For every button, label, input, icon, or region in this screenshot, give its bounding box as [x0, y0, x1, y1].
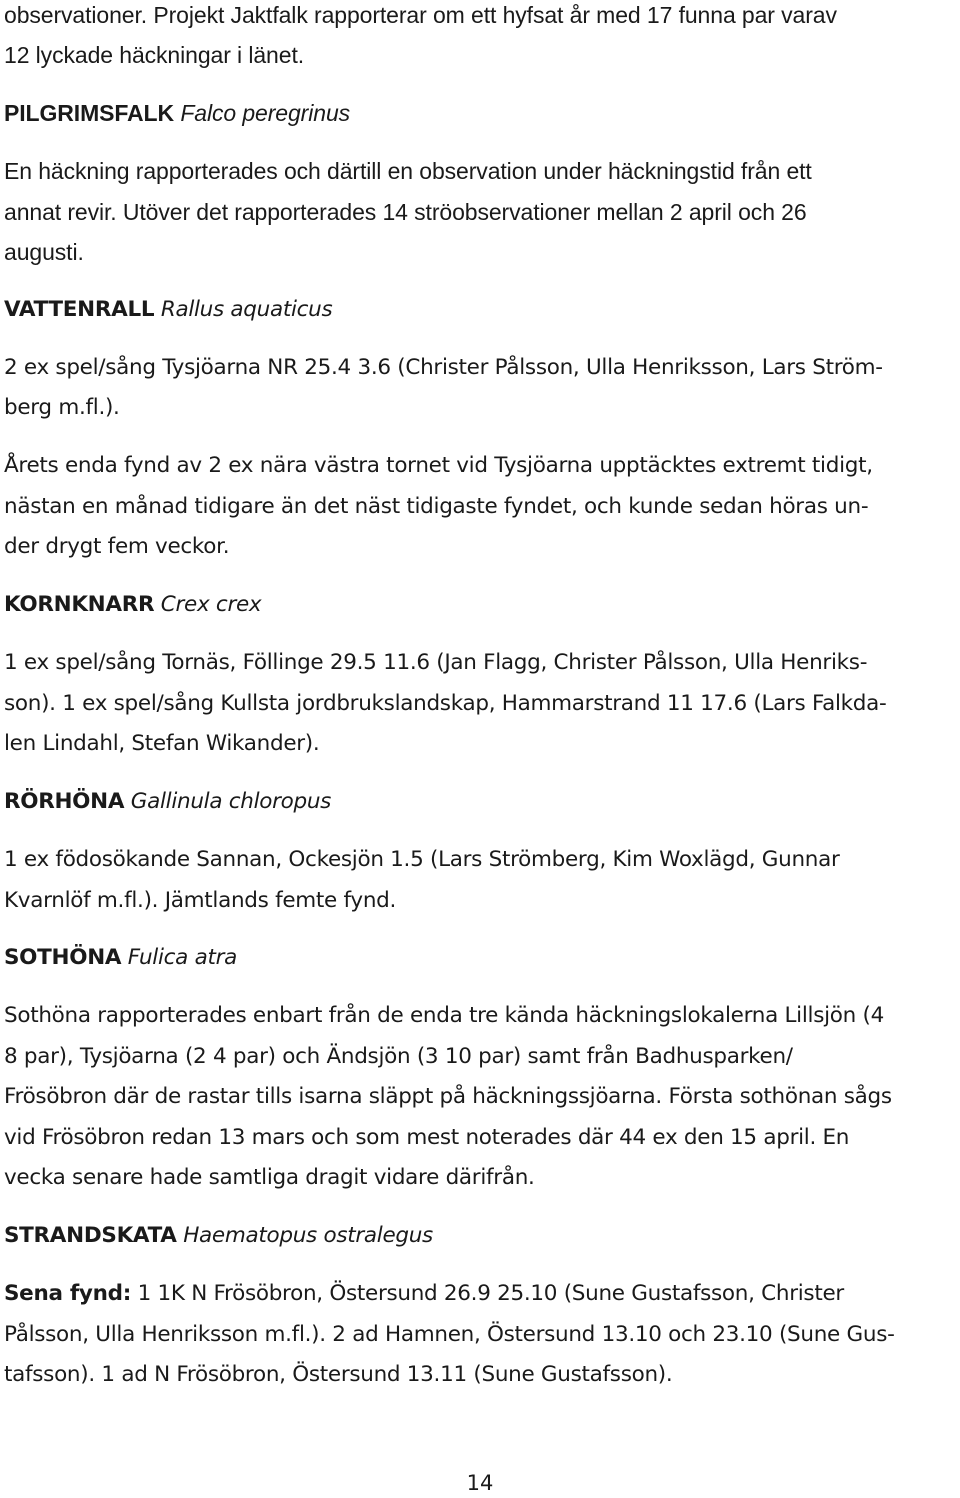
text-line: son). 1 ex spel/sång Kullsta jordbrukslandskap, Hammarstrand 11 17.6 (Lars Falkda-: [4, 691, 887, 716]
text-line: Årets enda fynd av 2 ex nära västra tornet vid Tysjöarna upptäcktes extremt tidigt,: [4, 453, 873, 478]
species-name: KORNKNARR: [4, 592, 155, 617]
species-name: STRANDSKATA: [4, 1223, 177, 1248]
text-line: 1 ex födosökande Sannan, Ockesjön 1.5 (Lars Strömberg, Kim Woxlägd, Gunnar: [4, 847, 840, 872]
text-line: vecka senare hade samtliga dragit vidare därifrån.: [4, 1165, 535, 1190]
species-heading-sothona: [4, 943, 237, 973]
text-line: vid Frösöbron redan 13 mars och som mest noterades där 44 ex den 15 april. En: [4, 1125, 850, 1150]
species-latin: Rallus aquaticus: [160, 297, 333, 322]
species-heading-kornknarr: [4, 590, 261, 620]
species-heading-pilgrimsfalk: [4, 98, 350, 128]
text-line: 12 lyckade häckningar i länet.: [4, 42, 305, 68]
species-latin: Crex crex: [160, 592, 262, 617]
species-heading-vattenrall: [4, 295, 332, 325]
text-line: En häckning rapporterades och därtill en observation under häckningstid från ett: [4, 158, 812, 184]
text-line: len Lindahl, Stefan Wikander).: [4, 731, 320, 756]
text-line: observationer. Projekt Jaktfalk rapporterar om ett hyfsat år med 17 funna par varav: [4, 2, 837, 28]
text-line: berg m.fl.).: [4, 395, 120, 420]
late-records-label: Sena fynd:: [4, 1281, 132, 1306]
text-line: augusti.: [4, 239, 84, 265]
text-line: [4, 1279, 844, 1309]
text-line: 2 ex spel/sång Tysjöarna NR 25.4 3.6 (Christer Pålsson, Ulla Henriksson, Lars Ström-: [4, 355, 883, 380]
text-line: 1 ex spel/sång Tornäs, Föllinge 29.5 11.6 (Jan Flagg, Christer Pålsson, Ulla Henriks-: [4, 650, 868, 675]
species-heading-strandskata: [4, 1221, 433, 1251]
species-heading-rorhona: [4, 787, 331, 817]
species-name: VATTENRALL: [4, 297, 155, 322]
species-latin: Haematopus ostralegus: [183, 1223, 433, 1248]
species-name: PILGRIMSFALK: [4, 100, 175, 126]
species-latin: Gallinula chloropus: [130, 789, 332, 814]
page-number: 14: [466, 1471, 494, 1495]
text-line: Sothöna rapporterades enbart från de enda tre kända häckningslokalerna Lillsjön (4: [4, 1003, 884, 1028]
text-line: Pålsson, Ulla Henriksson m.fl.). 2 ad Hamnen, Östersund 13.10 och 23.10 (Sune Gus-: [4, 1322, 895, 1347]
text-span: 1 1K N Frösöbron, Östersund 26.9 25.10 (Sune Gustafsson, Christer: [137, 1281, 844, 1306]
text-line: 8 par), Tysjöarna (2 4 par) och Ändsjön (3 10 par) samt från Badhusparken/: [4, 1044, 793, 1069]
text-line: tafsson). 1 ad N Frösöbron, Östersund 13.11 (Sune Gustafsson).: [4, 1362, 673, 1387]
species-name: SOTHÖNA: [4, 945, 122, 970]
text-line: Frösöbron där de rastar tills isarna släppt på häckningssjöarna. Första sothönan sågs: [4, 1084, 892, 1109]
text-line: Kvarnlöf m.fl.). Jämtlands femte fynd.: [4, 888, 397, 913]
species-name: RÖRHÖNA: [4, 789, 125, 814]
text-line: annat revir. Utöver det rapporterades 14 ströobservationer mellan 2 april och 26: [4, 199, 807, 225]
text-line: nästan en månad tidigare än det näst tidigaste fyndet, och kunde sedan höras un-: [4, 494, 869, 519]
species-latin: Fulica atra: [127, 945, 237, 970]
species-latin: Falco peregrinus: [180, 100, 351, 126]
text-line: der drygt fem veckor.: [4, 534, 230, 559]
